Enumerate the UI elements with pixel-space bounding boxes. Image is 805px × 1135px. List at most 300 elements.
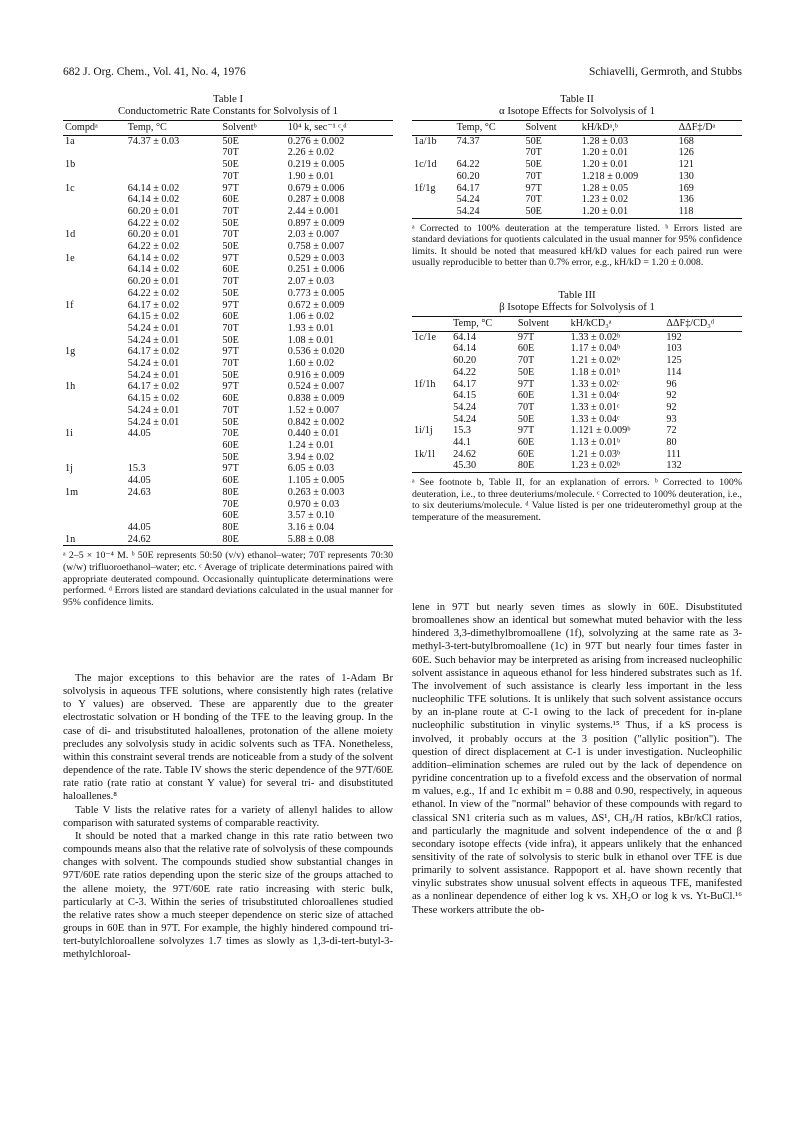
table1-cell: 50E	[222, 451, 239, 463]
table-row	[412, 331, 742, 343]
table3-cell: 80E	[517, 460, 535, 472]
table1-cell: 70T	[222, 404, 239, 416]
table1-cell: 1g	[65, 346, 76, 358]
table3-cell: 1.21 ± 0.02ᵇ	[570, 355, 621, 367]
table1-cell: 54.24 ± 0.01	[127, 334, 180, 346]
table3-cell	[412, 460, 451, 472]
table1-cell: 70T	[222, 147, 239, 159]
table2-block	[412, 93, 742, 524]
table1-cell: 3.57 ± 0.10	[287, 510, 335, 522]
table1-cell: 60E	[222, 393, 239, 405]
table3-cell: 96	[666, 378, 677, 390]
table-row	[63, 475, 393, 487]
table1	[63, 120, 393, 546]
table1-cell: 60E	[222, 311, 239, 323]
table3-cell: 64.15	[453, 390, 477, 402]
table3-cell: 1f/1h	[414, 378, 436, 390]
table1-cell	[63, 522, 126, 534]
table1-cell: 60E	[222, 510, 239, 522]
table3-cell: 1.23 ± 0.02ᵇ	[570, 460, 621, 472]
table1-cell: 50E	[222, 334, 239, 346]
table1-cell: 1.93 ± 0.01	[287, 322, 335, 334]
table-row	[63, 405, 393, 417]
table1-cell	[126, 510, 221, 522]
table1-cell	[63, 323, 126, 335]
table3-cell: 45.30	[453, 460, 477, 472]
table3-footnote: ᵃ See footnote b, Table II, for an explanation of errors. ᵇ Corrected to 100% deuteration, i.e., to three deuteriums/molecule. ᶜ Corrected to 100% deuteration, i.e., to six deuteriums/molecule. ᵈ Value listed is per one trideuteromethyl group at the temperature of the measurement.	[412, 477, 742, 523]
table1-cell: 60E	[222, 194, 239, 206]
table-row	[412, 367, 742, 379]
table2-title: Table II	[560, 93, 594, 105]
table-row	[63, 393, 393, 405]
table1-cell: 64.22 ± 0.02	[127, 217, 180, 229]
table3-cell	[412, 355, 451, 367]
table1-cell: 15.3	[127, 463, 146, 475]
table1-cell: 2.26 ± 0.02	[287, 147, 335, 159]
table1-cell: 1.24 ± 0.01	[287, 439, 335, 451]
table1-cell	[63, 171, 126, 183]
table-row	[63, 276, 393, 288]
table2-cell: 1.20 ± 0.01	[581, 205, 629, 217]
table-row	[63, 135, 393, 147]
table-row	[63, 335, 393, 347]
table3-cell	[412, 343, 451, 355]
table1-cell: 60.20 ± 0.01	[127, 229, 180, 241]
table2-cell	[455, 147, 524, 159]
table3-cell: 60E	[517, 448, 535, 460]
table3-cell: 1.33 ± 0.02ᶜ	[570, 378, 620, 390]
table1-cell: 97T	[222, 463, 239, 475]
table-row	[63, 452, 393, 464]
table1-cell: 0.251 ± 0.006	[287, 264, 345, 276]
table1-cell: 54.24 ± 0.01	[127, 358, 180, 370]
table2-cell: 70T	[525, 170, 542, 182]
table1-cell: 54.24 ± 0.01	[127, 404, 180, 416]
table1-cell	[63, 335, 126, 347]
table2-cell: 50E	[525, 205, 542, 217]
table3-title: Table III	[558, 289, 596, 301]
header-authors: Schiavelli, Germroth, and Stubbs	[589, 66, 742, 78]
table1-cell: 2.03 ± 0.007	[287, 229, 340, 241]
table-row	[63, 358, 393, 370]
table3-cell: 1.21 ± 0.03ᵇ	[570, 448, 621, 460]
table-row	[63, 370, 393, 382]
table3-cell: 44.1	[453, 437, 471, 449]
table2-cell: 74.37	[456, 135, 480, 147]
table1-cell	[63, 405, 126, 417]
table1-cell: 70T	[222, 276, 239, 288]
table3-cell: 111	[666, 448, 681, 460]
table1-cell	[126, 499, 221, 511]
table2-cell: 70T	[525, 194, 542, 206]
table1-cell	[63, 510, 126, 522]
table2-cell	[412, 206, 455, 218]
table-row	[63, 428, 393, 440]
table3-cell: 60E	[517, 437, 535, 449]
table1-cell	[63, 358, 126, 370]
table3-cell: 1.33 ± 0.01ᶜ	[570, 401, 620, 413]
table-row	[63, 147, 393, 159]
table1-block	[63, 93, 393, 608]
table3-header-cell: Solvent	[517, 318, 549, 329]
table1-cell: 0.524 ± 0.007	[287, 381, 345, 393]
table3-cell: 1.33 ± 0.02ᵇ	[570, 331, 621, 343]
table3-cell: 72	[666, 425, 677, 437]
table1-cell	[63, 452, 126, 464]
table3-cell: 1.13 ± 0.01ᵇ	[570, 437, 621, 449]
table1-cell: 97T	[222, 381, 239, 393]
table1-cell: 80E	[222, 521, 239, 533]
table3-cell: 24.62	[453, 448, 477, 460]
table1-header-cell: Solventᵇ	[222, 122, 257, 133]
table-row	[412, 206, 742, 218]
table2-cell: 169	[678, 182, 694, 194]
table1-cell	[126, 452, 221, 464]
table1-cell: 97T	[222, 346, 239, 358]
table1-cell: 1.52 ± 0.007	[287, 404, 340, 416]
table1-cell: 64.22 ± 0.02	[127, 287, 180, 299]
table1-cell: 0.536 ± 0.020	[287, 346, 345, 358]
table1-cell: 54.24 ± 0.01	[127, 369, 180, 381]
table1-cell: 0.758 ± 0.007	[287, 241, 345, 253]
table3-cell: 15.3	[453, 425, 471, 437]
table-row	[412, 343, 742, 355]
table1-cell: 1n	[65, 533, 76, 545]
table1-cell	[63, 147, 126, 159]
table-row	[63, 183, 393, 195]
table3-cell: 1i/1j	[414, 425, 433, 437]
table1-cell: 0.970 ± 0.03	[287, 498, 340, 510]
table1-cell	[63, 499, 126, 511]
table-row	[63, 510, 393, 522]
table-row	[412, 414, 742, 426]
table1-cell	[63, 288, 126, 300]
table1-cell: 70T	[222, 229, 239, 241]
table2-cell: 1.20 ± 0.01	[581, 147, 629, 159]
table1-cell: 1.90 ± 0.01	[287, 170, 335, 182]
table2-cell	[412, 147, 455, 159]
table3-cell: 92	[666, 401, 677, 413]
table1-cell	[63, 276, 126, 288]
table-row	[412, 460, 742, 472]
table1-cell: 64.17 ± 0.02	[127, 299, 180, 311]
table-row	[63, 487, 393, 499]
table-row	[412, 194, 742, 206]
table1-cell: 0.842 ± 0.002	[287, 416, 345, 428]
table1-cell: 1m	[65, 486, 79, 498]
table1-cell	[126, 159, 221, 171]
table1-cell: 80E	[222, 486, 239, 498]
table2-cell: 168	[678, 135, 694, 147]
table1-cell	[126, 147, 221, 159]
table1-cell: 24.63	[127, 486, 151, 498]
table1-cell: 1a	[65, 135, 75, 147]
table2-cell: 121	[678, 159, 694, 171]
table1-cell: 97T	[222, 182, 239, 194]
right-body-text	[412, 601, 742, 917]
table-row	[63, 218, 393, 230]
table1-cell: 0.287 ± 0.008	[287, 194, 345, 206]
table-row	[412, 147, 742, 159]
table-row	[63, 264, 393, 276]
table-row	[63, 288, 393, 300]
table3-cell: 1.33 ± 0.04ᶜ	[570, 413, 620, 425]
table3-cell: 1c/1e	[414, 331, 437, 343]
table-row	[412, 183, 742, 195]
table-row	[63, 311, 393, 323]
table3-cell: 60E	[517, 390, 535, 402]
table2-header-cell: kH/kDᵃ,ᵇ	[581, 122, 618, 133]
table1-cell: 97T	[222, 252, 239, 264]
table2	[412, 120, 742, 219]
table-row	[63, 534, 393, 546]
table3-cell	[412, 367, 451, 379]
table1-cell: 0.897 ± 0.009	[287, 217, 345, 229]
table3-cell: 50E	[517, 366, 535, 378]
table1-cell: 70T	[222, 322, 239, 334]
table1-cell: 1.60 ± 0.02	[287, 358, 335, 370]
table3-cell: 50E	[517, 413, 535, 425]
table1-cell: 1b	[65, 159, 76, 171]
table2-cell	[412, 171, 455, 183]
table3-cell: 70T	[517, 401, 535, 413]
table1-cell	[126, 171, 221, 183]
table1-cell: 1c	[65, 182, 75, 194]
table1-cell: 2.07 ± 0.03	[287, 276, 335, 288]
table-row	[412, 437, 742, 449]
table1-cell: 0.219 ± 0.005	[287, 159, 345, 171]
table1-cell: 1j	[65, 463, 73, 475]
table-row	[412, 379, 742, 391]
table-row	[63, 323, 393, 335]
table3-cell: 92	[666, 390, 677, 402]
table1-cell: 60E	[222, 439, 239, 451]
table1-cell	[63, 218, 126, 230]
table1-cell: 1i	[65, 428, 73, 440]
table3-cell: 114	[666, 366, 682, 378]
table1-cell: 64.17 ± 0.02	[127, 346, 180, 358]
table-row	[63, 159, 393, 171]
table3-cell: 64.14	[453, 331, 477, 343]
table2-cell: 64.22	[456, 159, 480, 171]
table2-cell: 1.218 ± 0.009	[581, 170, 639, 182]
table1-cell	[63, 264, 126, 276]
table3-cell: 97T	[517, 378, 535, 390]
table1-cell: 0.916 ± 0.009	[287, 369, 345, 381]
table-row	[63, 241, 393, 253]
table2-cell: 1f/1g	[414, 182, 436, 194]
table2-cell: 70T	[525, 147, 542, 159]
table1-cell: 0.529 ± 0.003	[287, 252, 345, 264]
table-row	[63, 440, 393, 452]
table2-footnote: ᵃ Corrected to 100% deuteration at the temperature listed. ᵇ Errors listed are standard deviations for quotients calculated in the usual manner for 95% confidence limits. It should be noted that measured kH/kD values for each paired run were usually reproducible to better than 0.7% error, e.g., kH/kD = 1.20 ± 0.008.	[412, 222, 742, 269]
table1-cell	[63, 311, 126, 323]
table1-cell	[63, 206, 126, 218]
table1-cell: 50E	[222, 287, 239, 299]
table1-cell: 70T	[222, 358, 239, 370]
table1-cell: 50E	[222, 135, 239, 147]
table3-header-cell: Temp, °C	[453, 318, 493, 329]
table3-cell: 97T	[517, 425, 535, 437]
table-row	[412, 159, 742, 171]
table-row	[63, 499, 393, 511]
table3-cell	[412, 390, 451, 402]
table1-cell	[63, 241, 126, 253]
table-row	[63, 229, 393, 241]
table2-cell: 1.28 ± 0.05	[581, 182, 629, 194]
table1-cell: 0.679 ± 0.006	[287, 182, 345, 194]
table1-cell: 64.14 ± 0.02	[127, 264, 180, 276]
table1-cell: 44.05	[127, 475, 151, 487]
table1-cell: 50E	[222, 369, 239, 381]
table1-cell: 6.05 ± 0.03	[287, 463, 335, 475]
paragraph: lene in 97T but nearly seven times as slowly in 60E. Disubstituted bromoallenes show an identical but somewhat muted behavior with the less hindered 3,3-dimethylbromoallene (1f), solvolyzing at the same rate as 3-methyl-3-tert-butylbromoallene (1c) in 97T but nearly four times faster in 60E. Such behavior may be interpreted as arising from increased nucleophilic solvent assistance in aqueous ethanol for less hindered substrates such as 1f. The involvement of such assistance is clearly less important in the less nucleophilic TFE solutions. It is unlikely that such solvent assistance occurs by an in-plane route at C-1 owing to the lack of precedent for in-plane nucleophilic substitution in vinylic systems.¹⁵ Thus, if a kS process is involved, it probably occurs at the 3 position ("allylic position"). The question of direct displacement at C-1 is under investigation. Nucleophilic addition–elimination schemes are ruled out by the lack of dependence on pyridine concentration up to a fivefold excess and the observation of normal m values, e.g., 1f and 1c exhibit m = 0.88 and 0.90, respectively, in aqueous ethanol. In view of the "normal" behavior of these compounds with regard to classical SN1 criteria such as m values, ΔS¹, CH₃/H ratios, kBr/kCl ratios, and particularly the magnitude and solvent independence of the α and β secondary isotope effects (vide infra), it appears unlikely that the enhanced sensitivity of the rate of solvolysis to steric bulk in ethanol over TFE is due primarily to solvent assistance. Rappoport et al. have shown recently that vinylic substrates show unusual solvent effects in aqueous TFE, manifested as a nonlinear dependence of either log k vs. XH₂O or log k vs. Yt-BuCl.¹⁶ These workers attribute the ob-	[412, 602, 742, 916]
table1-cell: 60.20 ± 0.01	[127, 276, 180, 288]
table1-cell: 1.08 ± 0.01	[287, 334, 335, 346]
table1-footnote: ᵃ 2–5 × 10⁻⁴ M. ᵇ 50E represents 50:50 (v/v) ethanol–water; 70T represents 70:30 (w/w) trifluoroethanol–water; etc. ᶜ Average of triplicate determinations paired with appropriate deuterated compound. Occasionally quintuplicate determinations were performed. ᵈ Errors listed are standard deviations calculated in the usual manner for 95% confidence limits.	[63, 550, 393, 608]
table2-cell: 136	[678, 194, 694, 206]
table2-cell: 97T	[525, 182, 542, 194]
table3-cell: 64.22	[453, 366, 477, 378]
table-row	[63, 346, 393, 358]
table3-cell: 60.20	[453, 355, 477, 367]
table1-cell: 0.276 ± 0.002	[287, 135, 345, 147]
table1-cell: 1.06 ± 0.02	[287, 311, 335, 323]
table1-cell: 64.14 ± 0.02	[127, 182, 180, 194]
table1-cell: 60.20 ± 0.01	[127, 205, 180, 217]
table-row	[412, 355, 742, 367]
table2-header-cell: Solvent	[525, 122, 557, 133]
table-row	[412, 425, 742, 437]
table1-cell: 70T	[222, 205, 239, 217]
table3-cell: 54.24	[453, 401, 477, 413]
table3-cell: 54.24	[453, 413, 477, 425]
table1-cell	[126, 440, 221, 452]
page-header	[63, 66, 742, 82]
table3-cell: 1k/1l	[414, 448, 435, 460]
table1-cell: 0.773 ± 0.005	[287, 287, 345, 299]
table-row	[412, 390, 742, 402]
table1-cell: 70E	[222, 498, 239, 510]
table1-header-cell: Compdᵃ	[65, 122, 98, 133]
table2-cell: 54.24	[456, 194, 480, 206]
table2-cell: 118	[678, 205, 694, 217]
table2-cell: 126	[678, 147, 694, 159]
table1-cell: 80E	[222, 533, 239, 545]
table1-cell: 3.16 ± 0.04	[287, 521, 335, 533]
table1-cell: 1.105 ± 0.005	[287, 475, 345, 487]
table1-cell: 50E	[222, 416, 239, 428]
table3-cell: 80	[666, 437, 677, 449]
table1-cell: 50E	[222, 241, 239, 253]
table1-header-cell: 10⁴ k, sec⁻¹ ᶜ,ᵈ	[287, 122, 347, 133]
table2-caption: α Isotope Effects for Solvolysis of 1	[499, 105, 655, 117]
table3-cell: 132	[666, 460, 682, 472]
table-row	[412, 402, 742, 414]
table3-cell: 1.121 ± 0.009ᵇ	[570, 425, 631, 437]
table1-cell: 1e	[65, 252, 75, 264]
table1-cell	[63, 194, 126, 206]
table-row	[412, 135, 742, 147]
table1-cell: 0.838 ± 0.009	[287, 393, 345, 405]
table2-cell: 64.17	[456, 182, 480, 194]
table1-cell: 0.440 ± 0.01	[287, 428, 340, 440]
table1-cell: 50E	[222, 159, 239, 171]
table1-cell: 97T	[222, 299, 239, 311]
table3	[412, 316, 742, 473]
table-row	[63, 253, 393, 265]
table3-cell	[412, 437, 451, 449]
table1-cell: 24.62	[127, 533, 151, 545]
table2-cell: 1.28 ± 0.03	[581, 135, 629, 147]
table3-cell: 60E	[517, 343, 535, 355]
table3-cell: 64.17	[453, 378, 477, 390]
table1-cell: 0.672 ± 0.009	[287, 299, 345, 311]
table1-caption: Conductometric Rate Constants for Solvolysis of 1	[117, 105, 339, 117]
table-row	[63, 417, 393, 429]
table2-cell: 1.23 ± 0.02	[581, 194, 629, 206]
table1-cell	[63, 440, 126, 452]
table2-cell: 1.20 ± 0.01	[581, 159, 629, 171]
table1-cell: 64.14 ± 0.02	[127, 252, 180, 264]
header-journal: 682 J. Org. Chem., Vol. 41, No. 4, 1976	[63, 66, 246, 78]
table3-cell: 1.18 ± 0.01ᵇ	[570, 366, 621, 378]
table-row	[63, 194, 393, 206]
table2-cell: 130	[678, 170, 694, 182]
table1-cell: 70T	[222, 170, 239, 182]
paragraph: It should be noted that a marked change in this rate ratio between two compounds means also that the relative rate of solvolysis of these compounds changes with solvent. The compounds studied show substantial changes in 97T/60E rate ratios depending upon the steric size of the groups attached to the allene moiety, the 97T/60E rate ratio increasing with steric bulk, particularly at C-3. Within the series of trisubstituted chloroallenes studied the relative rates show a much steeper dependence on steric size of attached groups in 60E than in 97T. For example, the highly hindered compound tri-tert-butylchloroallene solvolyzes 1.7 times as slowly as 1,3-di-tert-butyl-3-methylchloroal-	[63, 830, 393, 961]
table2-header-cell: ΔΔF‡/Dᵃ	[678, 122, 716, 133]
table-row	[412, 449, 742, 461]
table1-cell: 1d	[65, 229, 76, 241]
table3-caption: β Isotope Effects for Solvolysis of 1	[499, 301, 655, 313]
table1-cell	[63, 475, 126, 487]
table2-header-cell	[412, 121, 455, 136]
table2-cell: 54.24	[456, 205, 480, 217]
table3-cell	[412, 414, 451, 426]
table1-cell: 64.15 ± 0.02	[127, 311, 180, 323]
table1-cell: 74.37 ± 0.03	[127, 135, 180, 147]
table3-cell	[412, 402, 451, 414]
left-body-text	[63, 672, 393, 961]
table1-cell: 64.14 ± 0.02	[127, 194, 180, 206]
table1-cell: 0.263 ± 0.003	[287, 486, 345, 498]
table3-cell: 64.14	[453, 343, 477, 355]
table1-cell: 54.24 ± 0.01	[127, 416, 180, 428]
table3-cell: 97T	[517, 331, 535, 343]
table-row	[63, 206, 393, 218]
table3-header-cell: kH/kCD₃ᵃ	[570, 318, 612, 329]
table3-cell: 93	[666, 413, 677, 425]
table3-cell: 1.31 ± 0.04ᶜ	[570, 390, 620, 402]
table1-cell: 44.05	[127, 428, 151, 440]
table2-cell	[412, 194, 455, 206]
table1-cell: 5.88 ± 0.08	[287, 533, 335, 545]
table1-title: Table I	[212, 93, 244, 105]
table2-cell: 1c/1d	[414, 159, 437, 171]
table1-cell: 70E	[222, 428, 239, 440]
table1-cell: 54.24 ± 0.01	[127, 322, 180, 334]
paragraph: The major exceptions to this behavior are the rates of 1-Adam Br solvolysis in aqueous TFE solutions, where consistently high rates (relative to Y values) are observed. These are apparently due to the greater electrostatic solvation or H bonding of the TFE to the leaving group. In the case of di- and trisubstituted haloallenes, protonation of the allene moiety precludes any solvolysis study in acidic solvents such as TFA. Nonetheless, within this constraint several trends are noticeable from a study of the solvent dependence of the rate. Table IV shows the steric dependence of the 97T/60E rate ratio (rate ratio at constant Y value) for several tri- and disubstituted haloallenes.⁸	[63, 673, 393, 803]
table-row	[412, 171, 742, 183]
paragraph: Table V lists the relative rates for a variety of allenyl halides to allow comparison with saturated systems of comparable reactivity.	[63, 804, 393, 829]
table1-cell	[63, 370, 126, 382]
table2-header-cell: Temp, °C	[456, 122, 496, 133]
table1-cell: 3.94 ± 0.02	[287, 451, 335, 463]
table2-cell: 1a/1b	[414, 135, 437, 147]
table-row	[63, 171, 393, 183]
table1-cell: 50E	[222, 217, 239, 229]
